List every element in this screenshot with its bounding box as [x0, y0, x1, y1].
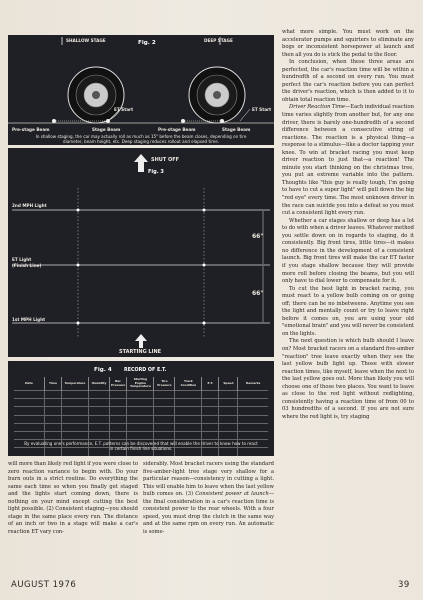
- table-row: [14, 391, 268, 399]
- table-row: [14, 415, 268, 423]
- et-light-label: ET Light: [12, 257, 32, 262]
- table-row: [14, 407, 268, 415]
- figure-2-staging-diagram: [8, 35, 274, 145]
- figure-3-timing-lights: [8, 148, 274, 357]
- shallow-stage-label: SHALLOW STAGE: [66, 38, 106, 43]
- column-header: Humidity: [89, 377, 110, 391]
- column-header: Date: [14, 377, 45, 391]
- fig2-caption: In shallow staging, the car may actually roll as much as 15" before the beam closes, depending on tire diameter, beam height, etc. Deep staging reduces rollout and elapsed time.: [35, 134, 247, 144]
- paragraph: what more simple. You must work on the accelerator pumps and squirters to eliminate any bogs or inconsistent horsepower at launch and then all you do is stick the pedal to the floor.: [282, 29, 414, 58]
- column-header: Remarks: [246, 380, 261, 385]
- page-number: 39: [398, 580, 410, 590]
- et-start-right-label: ET Start: [252, 107, 272, 112]
- paragraph: Whether a car stages shallow or deep has a lot to do with when a driver leaves. Whatever method you settle down on in regards to staging, do it consistently. Big front tires, little tires—it makes no difference in the development of a consistent launch. Big front tires will make the car ET faster if you stage shallow because they will provide more roll before closing the beams, but you will only have to dial lower to compensate for it.: [282, 217, 414, 285]
- paragraph: [143, 461, 274, 536]
- column-header: E.T.: [202, 377, 219, 391]
- figure-4-et-record: [8, 361, 274, 456]
- paragraph: will more than likely red light if you were close to zero reaction variance to begin with. Do your burn outs in a strict routine. Do everything the same each time so when you finally get staged and the lights start coming down, there is nothing on your mind except cutting the best light possible. (2) Consistent staging—you should stage in the same place every run. The distance of an inch or two in a stage will make a car's reaction ET vary con-: [8, 461, 138, 535]
- column-header: Tire Pressure: [154, 377, 175, 391]
- column-header: Temperature: [62, 377, 89, 391]
- first-mph-light-label: 1st MPH Light: [12, 317, 46, 322]
- fig4-caption: By evaluating one's performance, E.T. patterns can be discovered that will enable the driver to know how to react in certain finish line situations.: [24, 441, 258, 451]
- column-header: Bar. Pressure: [110, 377, 127, 391]
- fig4-subtitle: RECORD OF E.T.: [124, 368, 167, 373]
- paragraph: Driver Reaction Time—Each individual reaction time varies slightly from another but, for any one driver, there is barely one-hundredth of a second difference between a consecutive string of reactions. The reaction is a physical thing—a response to a stimulus—like a doctor tapping your knee. To win at bracket racing you must keep driver reaction to just that—a reaction! The minute you start thinking on the christmas tree, you put an extreme variable into the pattern. Thoughts like "this guy is really tough, I'm going to have to cut a super light" will pull down the big "red eye" every time. The most unknown driver in the race can suicide you into a defeat so you must cut a consistent light every run.: [282, 104, 415, 217]
- fig4-title: Fig. 4: [94, 367, 112, 373]
- deep-stage-label: DEEP STAGE: [204, 38, 233, 43]
- table-header-row: [14, 377, 268, 391]
- bottom-column-2-text: [143, 461, 274, 536]
- paragraph: The next question is which bulb should I leave on? Most bracket racers on a standard five-amber "reaction" tree leave exactly when they see the last yellow bulb light up. Those with slower reaction times, like myself, leave when the next to the last yellow goes out. More than likely you will choose one of those two places. You want to leave as close to the red light without redlighting, consistently having a reaction time of from 00 to 03 hundredths of a second. If you are not sure where the red light is, try staging: [282, 338, 414, 420]
- bottom-column-1-text: [8, 461, 138, 536]
- paragraph-text: Each individual reaction time varies slightly from another but, for any one driver, there is barely one-hundredth of a second difference between a consecutive string of reactions. The reaction is a physical thing—a response to a stimulus—like a doctor tapping your knee. To win at bracket racing you must keep driver reaction to just that—a reaction! The minute you start thinking on the christmas tree, you put an extreme variable into the pattern. Thoughts like "this guy is really tough, I'm going to have to cut a super light" will pull down the big "red eye" every time. The most unknown driver in the race can suicide you into a defeat so you must cut a consistent light every run.: [282, 104, 415, 217]
- table-row: [14, 431, 268, 439]
- shut-off-label: SHUT OFF: [151, 157, 180, 163]
- prestage-beam-left-label: Pre-stage Beam: [12, 127, 50, 132]
- column-header: Starting Engine Temperature: [127, 377, 154, 391]
- paragraph: In conclusion, when these three areas are perfected, the car's reaction time will be within a hundredth of a second on every run. You must perfect the car's reaction before you can perfect the driver's reaction, which is then added to it to obtain total reaction time.: [282, 59, 414, 103]
- section-heading: Driver Reaction Time: [289, 104, 346, 111]
- right-column-text: [282, 29, 414, 421]
- dimension-lower-label: 66": [252, 290, 264, 297]
- stage-beam-right-label: Stage Beam: [222, 127, 251, 132]
- dimension-upper-label: 66": [252, 233, 264, 240]
- emphasis-text: Consistent power at launch: [195, 491, 269, 498]
- et-start-left-label: ET Start: [114, 107, 134, 112]
- column-header: Speed: [219, 377, 238, 391]
- prestage-beam-right-label: Pre-stage Beam: [158, 127, 196, 132]
- paragraph-text: siderably. Most bracket racers using the standard five-amber-light tree stage very shallow for a particular reason—consistency in cutting a light. This will enable him to leave when the last yellow bulb comes on. (3): [143, 461, 274, 498]
- fig2-title: Fig. 2: [138, 40, 156, 46]
- table-row: [14, 423, 268, 431]
- issue-date: AUGUST 1976: [11, 580, 77, 590]
- stage-beam-left-label: Stage Beam: [92, 127, 121, 132]
- column-header: Time: [45, 377, 62, 391]
- timing-lights-illustration: [8, 148, 274, 357]
- column-header: Track Condition: [175, 377, 202, 391]
- second-mph-light-label: 2nd MPH Light: [12, 203, 47, 208]
- starting-line-label: STARTING LINE: [119, 349, 162, 355]
- fig3-title: Fig. 3: [148, 169, 164, 175]
- paragraph: To cut the best light in bracket racing, you must react to a yellow bulb coming on or going off; there can be no inbetweens. Anytime you see the light and mentally count or try to leave right before it comes on, you are using your old "emotional brain" and you will never be consistent on the lights.: [282, 285, 414, 337]
- finish-line-label: (Finish Line): [12, 263, 42, 268]
- paragraph-text: —the final consideration in a car's reaction time is consistent power to the rear wheels. With a four speed, you must drop the clutch in the same way and at the same rpm on every run. An automatic is some-: [143, 491, 274, 535]
- table-row: [14, 399, 268, 407]
